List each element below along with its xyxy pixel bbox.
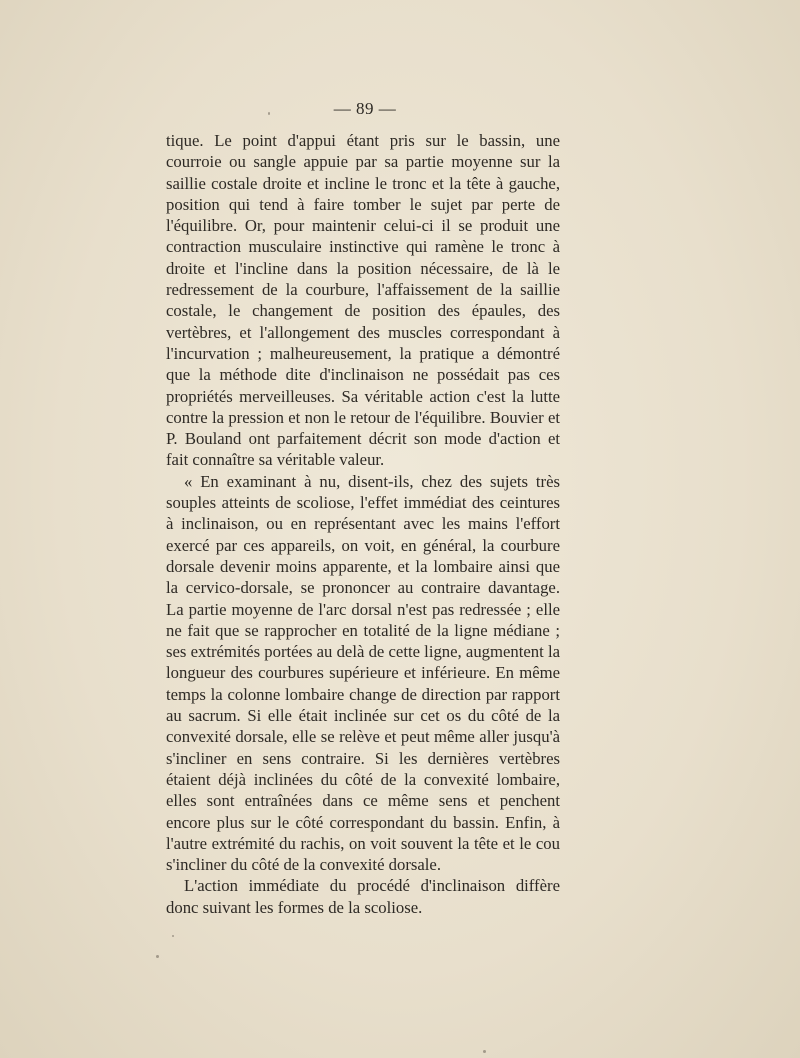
paper-speck	[172, 935, 174, 937]
paragraph-3: L'action immédiate du procédé d'inclinaison diffère donc suivant les formes de la scoliose.	[166, 876, 560, 917]
paper-speck	[156, 955, 159, 958]
page-number: — 89 —	[333, 99, 397, 118]
paper-speck	[483, 1050, 486, 1053]
paragraph-2: « En examinant à nu, disent-ils, chez des sujets très souples atteints de scoliose, l'effet immédiat des ceintures à inclinaison, ou en représentant avec les mains l'effort exercé par ces appareils, on voit, en général, la courbure dorsale devenir moins apparente, et la lombaire ainsi que la cervico-dorsale, se prononcer au contraire davantage. La partie moyenne de l'arc dorsal n'est pas redressée ; elle ne fait que se rapprocher en totalité de la ligne médiane ; ses extrémités portées au delà de cette ligne, augmentent la longueur des courbures supérieure et inférieure. En même temps la colonne lombaire change de direction par rapport au sacrum. Si elle était inclinée sur cet os du côté de la convexité dorsale, elle se relève et peut même aller jusqu'à s'incliner en sens contraire. Si les dernières vertèbres étaient déjà inclinées du côté de la convexité lombaire, elles sont entraînées dans ce même sens et penchent encore plus sur le côté correspondant du bassin. Enfin, à l'autre extrémité du rachis, on voit souvent la tête et le cou s'incliner du côté de la convexité dorsale.	[166, 471, 560, 875]
paragraph-1: tique. Le point d'appui étant pris sur le bassin, une courroie ou sangle appuie par sa partie moyenne sur la saillie costale droite et incline le tronc et la tête à gauche, position qui tend à faire tomber le sujet par perte de l'équilibre. Or, pour maintenir celui-ci il se produit une contraction musculaire instinctive qui ramène le tronc à droite et l'incline dans la position nécessaire, de là le redressement de la courbure, l'affaissement de la saillie costale, le changement de position des épaules, des vertèbres, et l'allongement des muscles correspondant à l'incurvation ; malheureusement, la pratique a démontré que la méthode dite d'inclinaison ne possédait pas ces propriétés merveilleuses. Sa véritable action c'est la lutte contre la pression et non le retour de l'équilibre. Bouvier et P. Bouland ont parfaitement décrit son mode d'action et fait connaître sa véritable valeur.	[166, 131, 560, 470]
paper-speck	[268, 112, 270, 115]
body-text	[166, 130, 560, 918]
